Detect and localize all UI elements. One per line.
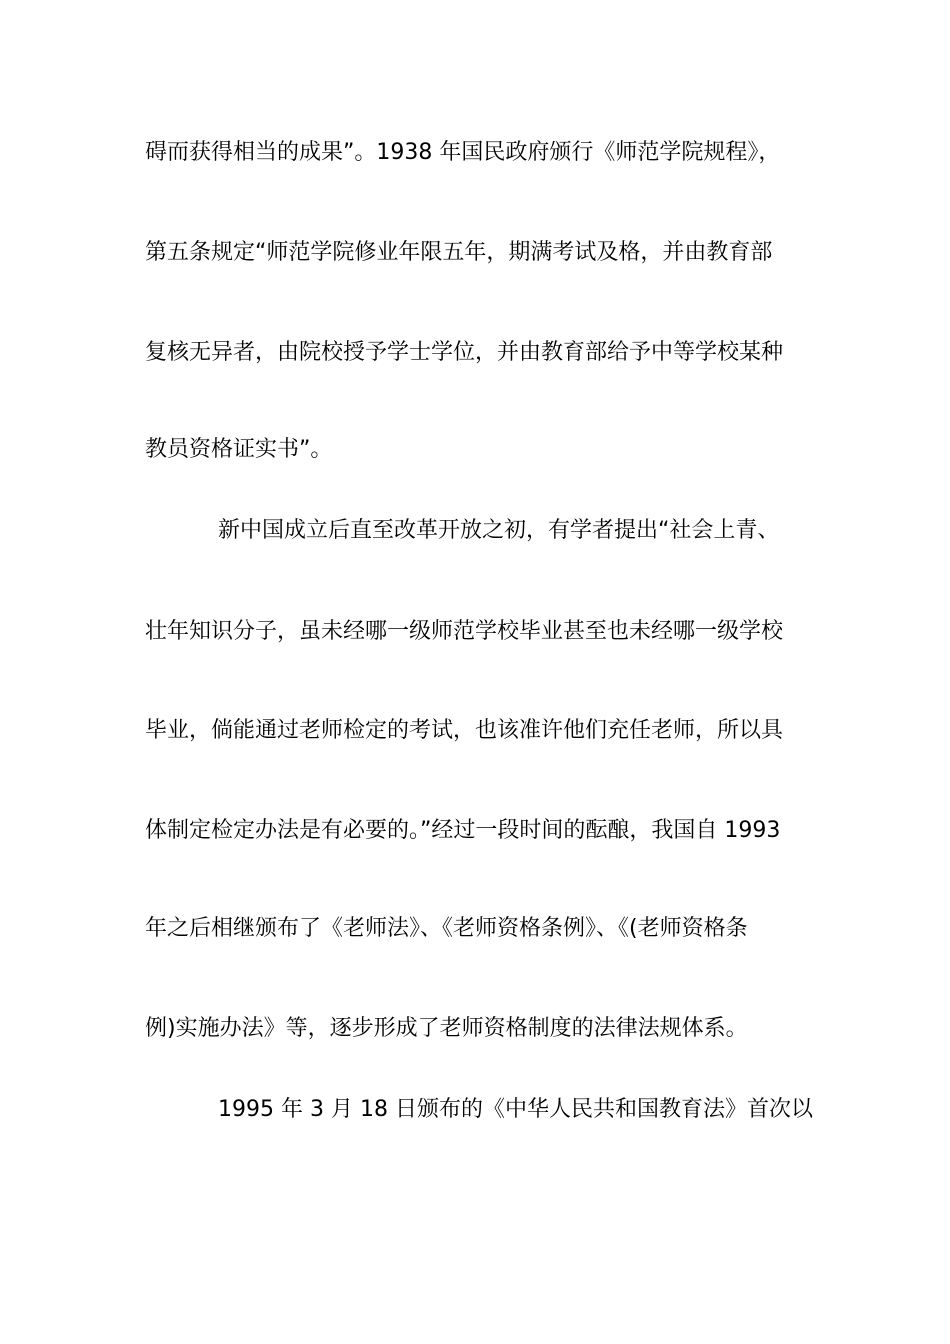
text-line-11-paragraph-start: 1995 年 3 月 18 日颁布的《中华人民共和国教育法》首次以 <box>218 1097 813 1122</box>
text-line-10: 例)实施办法》等，逐步形成了老师资格制度的法律法规体系。 <box>145 1016 748 1041</box>
text-line-4: 教员资格证实书”。 <box>145 437 333 462</box>
text-line-8: 体制定检定办法是有必要的。”经过一段时间的酝酿，我国自 1993 <box>145 818 781 843</box>
text-line-5-paragraph-start: 新中国成立后直至改革开放之初，有学者提出“社会上青、 <box>218 518 780 543</box>
text-line-2: 第五条规定“师范学院修业年限五年，期满考试及格，并由教育部 <box>145 240 773 265</box>
text-line-7: 毕业，倘能通过老师检定的考试，也该准许他们充任老师，所以具 <box>145 718 784 743</box>
text-line-9: 年之后相继颁布了《老师法》、《老师资格条例》、《(老师资格条 <box>145 916 748 941</box>
text-line-1: 碍而获得相当的成果”。1938 年国民政府颁行《师范学院规程》， <box>145 140 781 165</box>
text-line-6: 壮年知识分子，虽未经哪一级师范学校毕业甚至也未经哪一级学校 <box>145 619 784 644</box>
text-line-3: 复核无异者，由院校授予学士学位，并由教育部给予中等学校某种 <box>145 340 784 365</box>
